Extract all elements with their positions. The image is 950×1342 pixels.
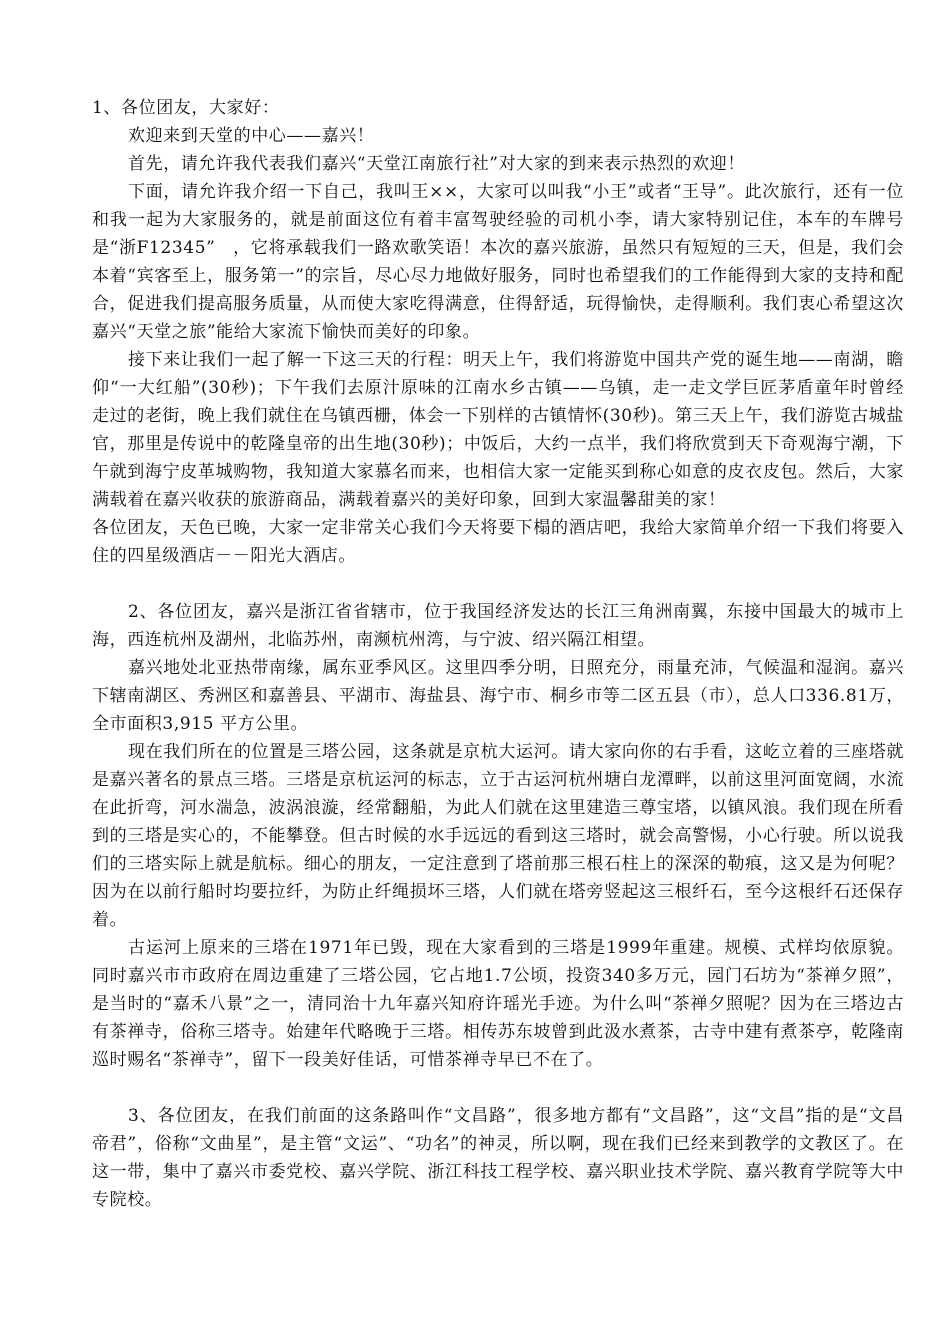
- paragraph-santa-history: 古运河上原来的三塔在1971年已毁，现在大家看到的三塔是1999年重建。规模、式样均依原貌。同时嘉兴市市政府在周边重建了三塔公园，它占地1.7公顷，投资340多万元，园门石坊为“茶禅夕照”，是当时的“嘉禾八景”之一，清同治十九年嘉兴知府许瑶光手迹。为什么叫“茶禅夕照呢？因为在三塔边古有茶禅寺，俗称三塔寺。始建年代略晚于三塔。相传苏东坡曾到此汲水煮茶，古寺中建有煮茶亭，乾隆南巡时赐名“茶禅寺”，留下一段美好佳话，可惜茶禅寺早已不在了。: [92, 938, 904, 1070]
- paragraph-agency-welcome: 首先，请允许我代表我们嘉兴“天堂江南旅行社”对大家的到来表示热烈的欢迎！: [128, 154, 745, 174]
- paragraph-santa-park: 现在我们所在的位置是三塔公园，这条就是京杭大运河。请大家向你的右手看，这屹立着的三座塔就是嘉兴著名的景点三塔。三塔是京杭运河的标志，立于古运河杭州塘白龙潭畔，以前这里河面宽阔，水流在此折弯，河水湍急，波涡浪漩，经常翻船，为此人们就在这里建造三尊宝塔，以镇风浪。我们现在所看到的三塔是实心的，不能攀登。但古时候的水手远远的看到这三塔时，就会高警惕，小心行驶。所以说我们的三塔实际上就是航标。细心的朋友，一定注意到了塔前那三根石柱上的深深的勒痕，这又是为何呢？因为在以前行船时均要拉纤，为防止纤绳损坏三塔，人们就在塔旁竖起这三根纤石，至今这根纤石还保存着。: [92, 742, 904, 930]
- paragraph-self-introduction: 下面，请允许我介绍一下自己，我叫王××，大家可以叫我“小王”或者“王导”。此次旅行，还有一位和我一起为大家服务的，就是前面这位有着丰富驾驶经验的司机小李，请大家特别记住，本车的车牌号是“浙F12345” ，它将承载我们一路欢歌笑语！本次的嘉兴旅游，虽然只有短短的三天，但是，我们会本着“宾客至上，服务第一”的宗旨，尽心尽力地做好服务，同时也希望我们的工作能得到大家的支持和配合，促进我们提高服务质量，从而使大家吃得满意，住得舒适，玩得愉快，走得顺利。我们衷心希望这次嘉兴“天堂之旅”能给大家流下愉快而美好的印象。: [92, 182, 904, 342]
- paragraph-wenchang-road: 3、各位团友，在我们前面的这条路叫作“文昌路”，很多地方都有“文昌路”，这“文昌”指的是“文昌帝君”，俗称“文曲星”，是主管“文运”、“功名”的神灵，所以啊，现在我们已经来到教学的文教区了。在这一带，集中了嘉兴市委党校、嘉兴学院、浙江科技工程学校、嘉兴职业技术学院、嘉兴教育学院等大中专院校。: [92, 1106, 904, 1210]
- paragraph-welcome: 欢迎来到天堂的中心——嘉兴！: [128, 126, 375, 146]
- paragraph-jiaxing-location: 2、各位团友，嘉兴是浙江省省辖市，位于我国经济发达的长江三角洲南翼，东接中国最大的城市上海，西连杭州及湖州，北临苏州，南濒杭州湾，与宁波、绍兴隔江相望。: [92, 602, 904, 650]
- greeting-heading: 1、各位团友，大家好：: [92, 98, 280, 118]
- paragraph-climate: 嘉兴地处北亚热带南缘，属东亚季风区。这里四季分明，日照充分，雨量充沛，气候温和湿润。嘉兴下辖南湖区、秀洲区和嘉善县、平湖市、海盐县、海宁市、桐乡市等二区五县（市），总人口336.81万，全市面积3,915 平方公里。: [92, 658, 904, 734]
- document-page: [92, 94, 904, 1214]
- paragraph-hotel: 各位团友，天色已晚，大家一定非常关心我们今天将要下榻的酒店吧，我给大家简单介绍一下我们将要入住的四星级酒店－－阳光大酒店。: [92, 518, 904, 566]
- paragraph-itinerary: 接下来让我们一起了解一下这三天的行程：明天上午，我们将游览中国共产党的诞生地——南湖，瞻仰“一大红船”(30秒)；下午我们去原汁原味的江南水乡古镇——乌镇，走一走文学巨匠茅盾童年时曾经走过的老街，晚上我们就住在乌镇西栅，体会一下别样的古镇情怀(30秒)。第三天上午，我们游览古城盐官，那里是传说中的乾隆皇帝的出生地(30秒)；中饭后，大约一点半，我们将欣赏到天下奇观海宁潮，下午就到海宁皮革城购物，我知道大家慕名而来，也相信大家一定能买到称心如意的皮衣皮包。然后，大家满载着在嘉兴收获的旅游商品，满载着嘉兴的美好印象，回到大家温馨甜美的家！: [92, 350, 904, 510]
- section-gap: [92, 1074, 904, 1102]
- section-gap: [92, 570, 904, 598]
